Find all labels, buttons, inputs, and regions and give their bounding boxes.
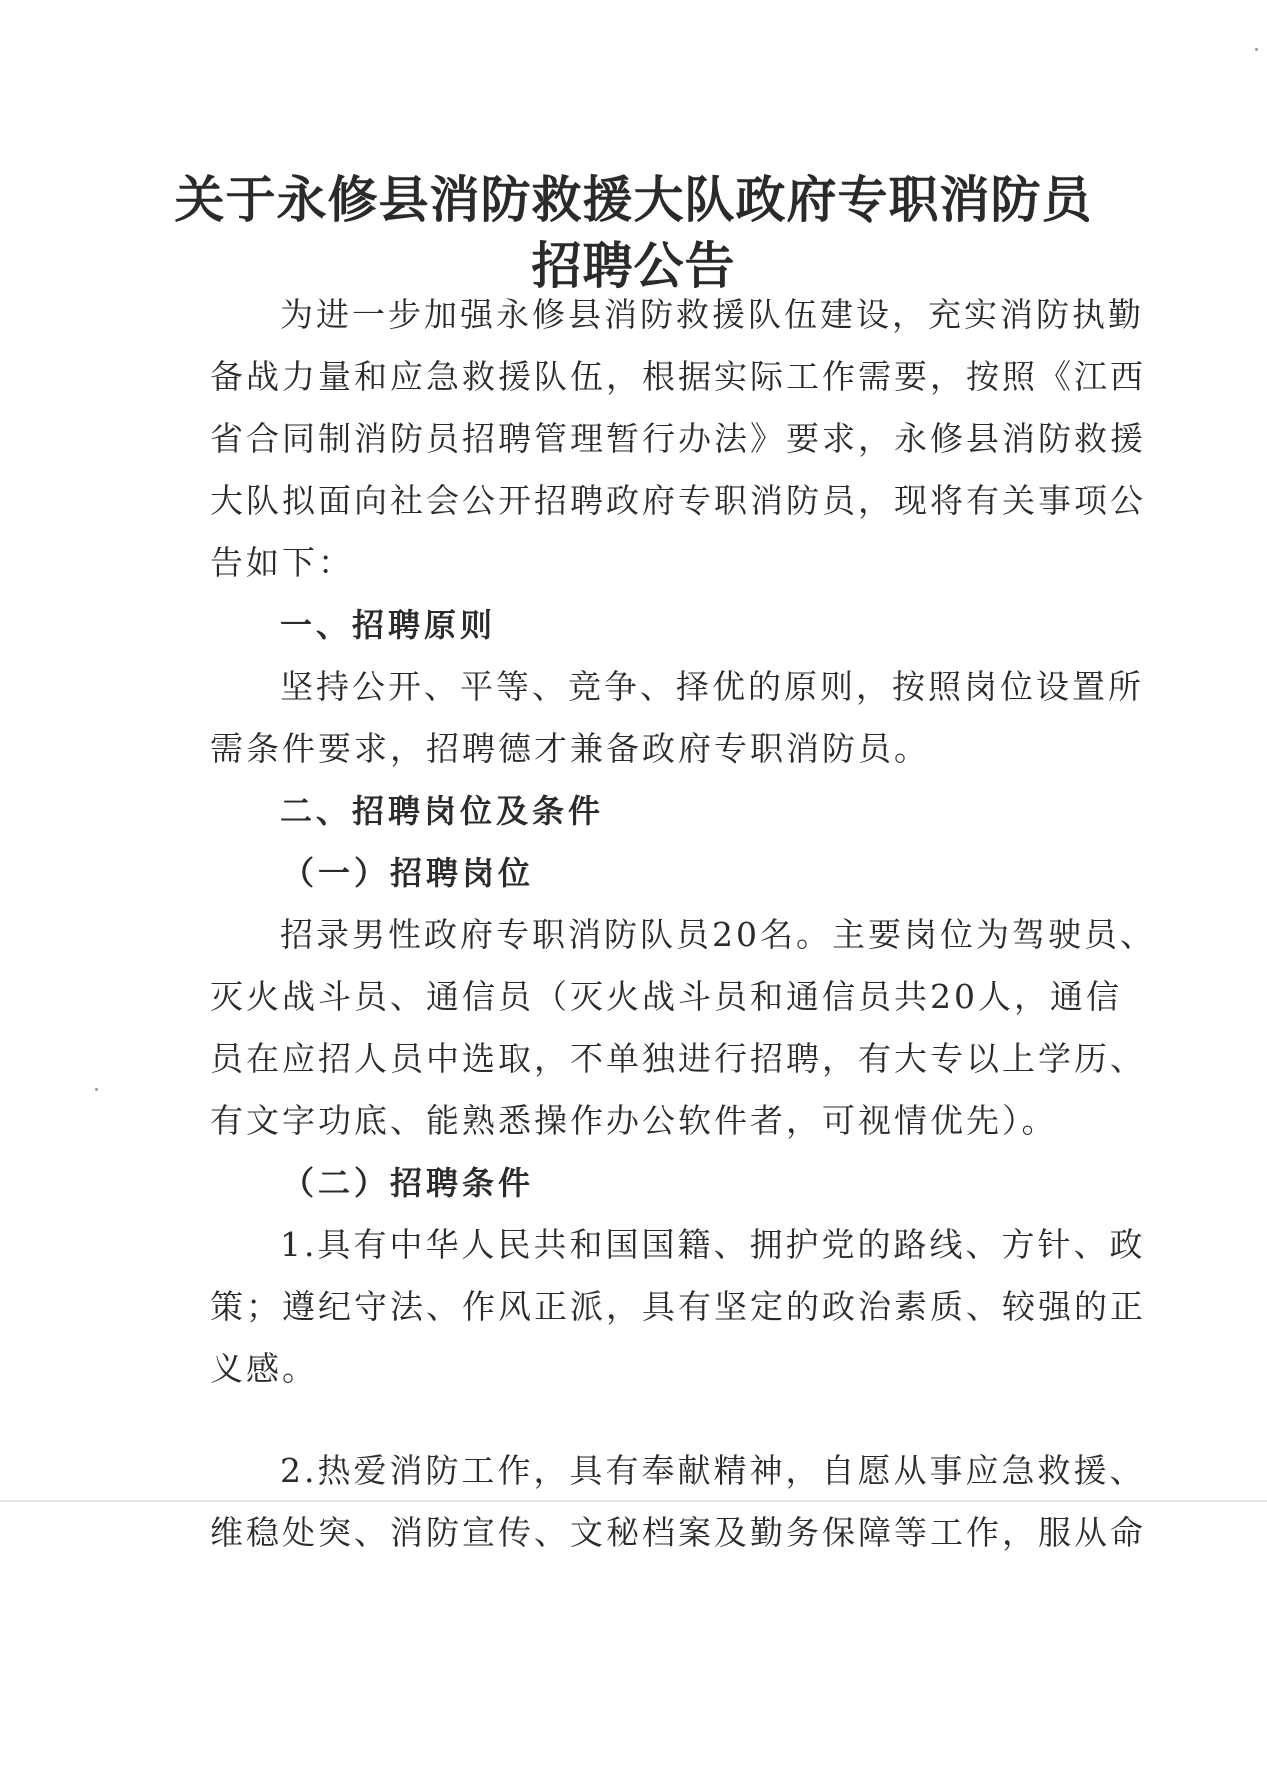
positions-line: 灭火战斗员、通信员（灭火战斗员和通信员共20人，通信 — [210, 977, 1122, 1016]
scan-speck — [1255, 48, 1258, 51]
subsection-heading-positions: （一）招聘岗位 — [282, 854, 535, 892]
scan-artifact-line — [0, 1500, 1267, 1502]
intro-line: 告如下： — [210, 543, 354, 582]
section-heading-principles: 一、招聘原则 — [280, 606, 497, 644]
document-title-line1: 关于永修县消防救援大队政府专职消防员 — [174, 170, 1093, 229]
subsection-heading-conditions: （二）招聘条件 — [282, 1164, 535, 1202]
principles-line: 需条件要求，招聘德才兼备政府专职消防员。 — [210, 729, 930, 768]
intro-line: 大队拟面向社会公开招聘政府专职消防员，现将有关事项公 — [210, 481, 1146, 520]
intro-line: 为进一步加强永修县消防救援队伍建设，充实消防执勤 — [280, 295, 1144, 334]
intro-line: 省合同制消防员招聘管理暂行办法》要求，永修县消防救援 — [210, 419, 1146, 458]
condition-item2-line: 2.热爱消防工作，具有奉献精神，自愿从事应急救援、 — [280, 1451, 1146, 1490]
positions-line: 员在应招人员中选取，不单独进行招聘，有大专以上学历、 — [210, 1039, 1146, 1078]
intro-line: 备战力量和应急救援队伍，根据实际工作需要，按照《江西 — [210, 357, 1146, 396]
condition-item1-line: 策；遵纪守法、作风正派，具有坚定的政治素质、较强的正 — [210, 1287, 1146, 1326]
document-title-line2: 招聘公告 — [531, 236, 736, 295]
condition-item2-line: 维稳处突、消防宣传、文秘档案及勤务保障等工作，服从命 — [210, 1513, 1146, 1552]
principles-line: 坚持公开、平等、竞争、择优的原则，按照岗位设置所 — [280, 667, 1144, 706]
scan-speck — [95, 1088, 98, 1091]
positions-line: 有文字功底、能熟悉操作办公软件者，可视情优先）。 — [210, 1101, 1058, 1140]
positions-line: 招录男性政府专职消防队员20名。主要岗位为驾驶员、 — [280, 915, 1156, 954]
condition-item1-line: 义感。 — [210, 1349, 318, 1388]
section-heading-positions-conditions: 二、招聘岗位及条件 — [280, 792, 605, 830]
condition-item1-line: 1.具有中华人民共和国国籍、拥护党的路线、方针、政 — [280, 1225, 1146, 1264]
